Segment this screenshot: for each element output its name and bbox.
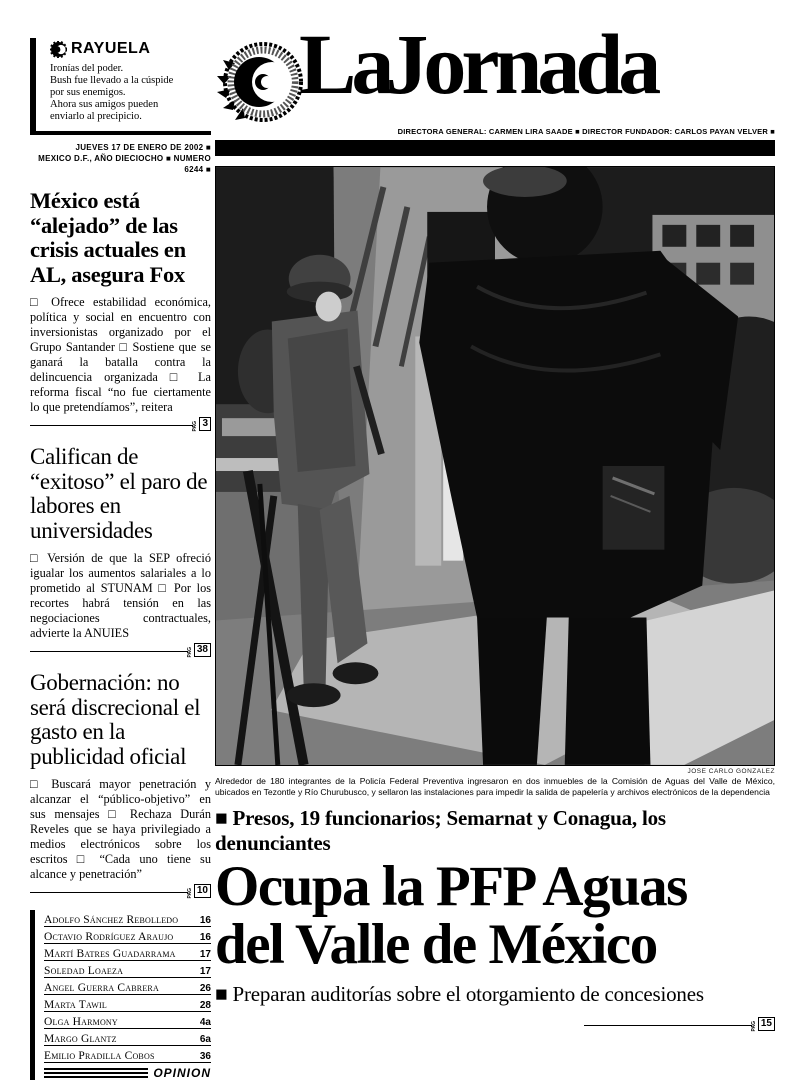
columnist-row	[44, 1029, 211, 1046]
story-headline: Gobernación: no será discrecional el gasto en la publicidad oficial	[30, 670, 201, 769]
pfp-officers-photo-illustration	[216, 167, 774, 765]
masthead-title-la: La	[299, 16, 390, 112]
rule	[30, 651, 188, 652]
rule	[30, 425, 193, 426]
left-story-universidades	[30, 445, 211, 657]
page-marker-row	[215, 1017, 775, 1031]
left-column	[30, 38, 211, 1080]
page-marker	[188, 884, 211, 898]
story-summary: □ Versión de que la SEP ofreció igualar los aumentos salariales a lo prometido al STUNAM □ Por los recortes habrá tensión en las negociaciones contractuales, advierte la ANUIES	[30, 551, 211, 640]
columnist-name: Marta Tawil	[44, 999, 108, 1011]
page-marker	[752, 1017, 775, 1031]
columnist-name: Adolfo Sánchez Rebolledo	[44, 914, 179, 926]
columnist-row	[44, 995, 211, 1012]
columnist-name: Martí Batres Guadarrama	[44, 948, 176, 960]
rayuela-header	[50, 40, 209, 58]
columnist-name: Angel Guerra Cabrera	[44, 982, 159, 994]
pag-label: PAG	[186, 887, 193, 898]
page-marker	[188, 643, 211, 657]
story-headline: México está “alejado” de las crisis actuales en AL, asegura Fox	[30, 188, 186, 287]
dateline-edition: MEXICO D.F., AÑO DIECIOCHO ■ NUMERO 6244 ■	[38, 154, 211, 174]
columnist-name: Octavio Rodríguez Araujo	[44, 931, 174, 943]
rule	[30, 892, 188, 893]
page-marker	[193, 417, 211, 431]
rayuela-box	[30, 38, 211, 135]
left-story-fox	[30, 189, 211, 431]
opinion-columnists-index	[30, 910, 211, 1080]
columnist-row	[44, 944, 211, 961]
story-summary: □ Buscará mayor penetración y alcanzar el “público-objetivo” en sus mensajes □ Rechaza Durán Reveles que se haya privilegiado a medios electrónicos sobre los escritos □ “Cada uno tiene su alcance y penetración”	[30, 777, 211, 881]
story-summary: □ Ofrece estabilidad económica, política y social en encuentro con inversionistas organizado por el Grupo Santander □ Sostiene que se ganará la batalla contra la delincuencia organizada □ La reforma fiscal “no fue ciertamente lo que pretendíamos”, reitera	[30, 295, 211, 414]
columnist-name: Emilio Pradilla Cobos	[44, 1050, 155, 1062]
la-jornada-sun-logo-icon	[215, 32, 307, 128]
photo-caption: Alrededor de 180 integrantes de la Policía Federal Preventiva ingresaron en dos inmuebles de la Comisión de Aguas del Valle de México, ubicados en Tezontle y Río Churubusco, y sellaron las instalaciones para impedir la salida de papelería y archivos electrónicos de la dependencia	[215, 776, 775, 797]
columnist-row	[44, 961, 211, 978]
rayuela-line: enviarlo al precipicio.	[50, 111, 142, 122]
columnist-page: 4a	[199, 1017, 211, 1028]
page-number: 38	[194, 643, 211, 657]
columnist-page: 26	[199, 983, 211, 994]
columnist-row	[44, 1046, 211, 1063]
columnist-row	[44, 978, 211, 995]
main-story-headline	[215, 855, 775, 977]
columnist-page: 6a	[199, 1034, 211, 1045]
dateline-date: JUEVES 17 DE ENERO DE 2002 ■	[75, 143, 211, 152]
photo-credit: JOSE CARLO GONZALEZ	[687, 768, 775, 775]
sun-logo-small-icon	[50, 41, 67, 58]
front-page-photo	[215, 166, 775, 766]
columnist-name: Olga Harmony	[44, 1016, 118, 1028]
columnist-page: 28	[199, 1000, 211, 1011]
masthead-title-jornada: Jornada	[385, 16, 657, 112]
story-headline: Califican de “exitoso” el paro de labores en universidades	[30, 444, 208, 543]
pag-label: PAG	[186, 646, 193, 657]
main-story-kicker: ■ Presos, 19 funcionarios; Semarnat y Conagua, los denunciantes	[215, 806, 666, 856]
rayuela-line: Ironías del poder.	[50, 63, 124, 74]
columnist-row	[44, 927, 211, 944]
page-number: 15	[758, 1017, 775, 1031]
opinion-label: OPINION	[153, 1066, 211, 1080]
pag-label: PAG	[192, 420, 199, 431]
masthead	[215, 16, 775, 136]
rayuela-line: por sus enemigos.	[50, 87, 126, 98]
page-number: 10	[194, 884, 211, 898]
main-area	[215, 16, 775, 1032]
columnist-name: Soledad Loaeza	[44, 965, 124, 977]
masthead-rule	[215, 140, 775, 156]
page-marker-row	[30, 884, 211, 898]
rayuela-line: Bush fue llevado a la cúspide	[50, 75, 174, 86]
decorative-lines	[44, 1068, 148, 1078]
dateline	[30, 142, 211, 175]
main-story-subhead: ■ Preparan auditorías sobre el otorgamiento de concesiones	[215, 982, 704, 1007]
masthead-title	[299, 14, 775, 114]
page-marker-row	[30, 643, 211, 657]
headline-line: Ocupa la PFP Aguas	[215, 855, 687, 919]
rayuela-title: RAYUELA	[71, 40, 151, 57]
columnist-page: 36	[199, 1051, 211, 1062]
columnist-row	[44, 1012, 211, 1029]
rayuela-line: Ahora sus amigos pueden	[50, 99, 159, 110]
page-number: 3	[199, 417, 211, 431]
masthead-credits: DIRECTORA GENERAL: CARMEN LIRA SAADE ■ DIRECTOR FUNDADOR: CARLOS PAYAN VELVER ■	[397, 127, 775, 136]
page-marker-row	[30, 417, 211, 431]
columnist-page: 16	[199, 915, 211, 926]
columnist-page: 17	[199, 966, 211, 977]
pag-label: PAG	[750, 1020, 757, 1032]
columnist-page: 16	[199, 932, 211, 943]
columnist-name: Margo Glantz	[44, 1033, 117, 1045]
left-story-gobernacion	[30, 671, 211, 898]
opinion-section-bar	[44, 1066, 211, 1080]
headline-line: del Valle de México	[215, 913, 657, 977]
columnist-page: 17	[199, 949, 211, 960]
columnist-row	[44, 910, 211, 927]
rule	[584, 1025, 752, 1026]
rayuela-text	[50, 63, 209, 123]
